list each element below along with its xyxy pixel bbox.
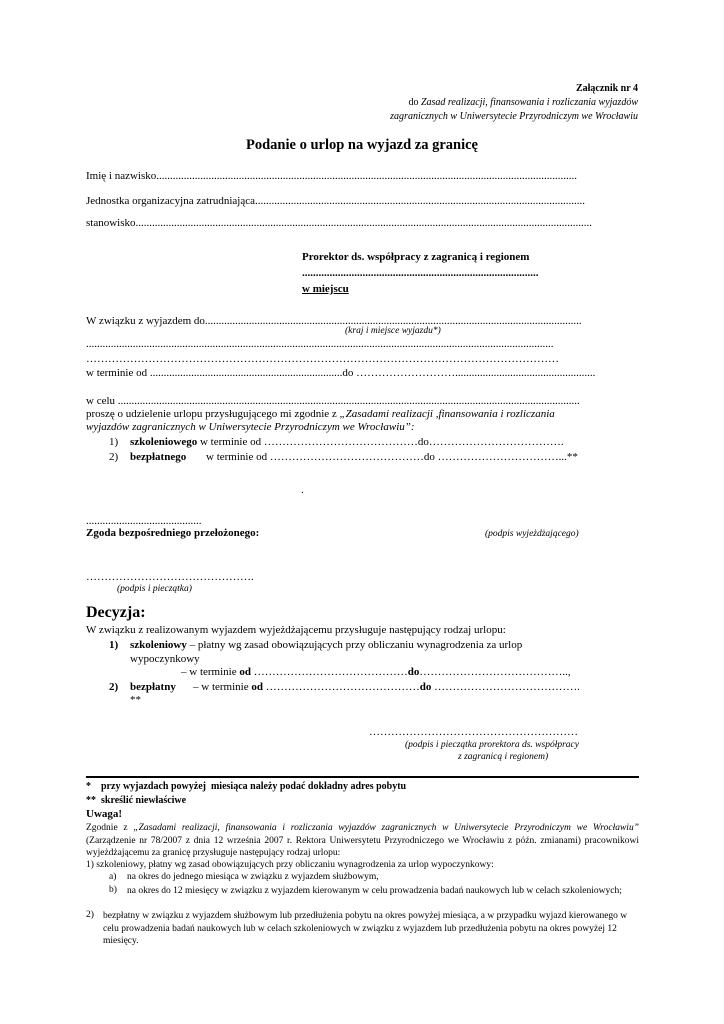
purpose-field[interactable]: w celu ........................................................................................................................................................................ [86, 395, 580, 407]
decision-item1-term[interactable] [181, 666, 571, 678]
decision-item2-do: do [419, 681, 432, 693]
decision-item1-do: do [407, 666, 420, 678]
destination-hint: (kraj i miejsce wyjazdu*) [345, 326, 441, 336]
note-item1b-label: b) [109, 885, 117, 895]
request-prefix: proszę o udzielenie urlopu przysługującego mi zgodnie z [86, 408, 340, 420]
request-line1 [86, 408, 555, 420]
applicant-signature-label: (podpis wyjeżdżającego) [485, 529, 579, 539]
position-field[interactable]: stanowisko...................................................................................................................................................................... [86, 217, 592, 229]
addressee-dots: ...................................................................................... [302, 267, 539, 279]
decision-item2-term[interactable] [193, 681, 580, 693]
supervisor-consent-label: Zgoda bezpośredniego przełożonego: [86, 527, 260, 539]
decision-heading: Decyzja: [86, 604, 146, 621]
attachment-reference-line1 [408, 97, 638, 108]
decision-item1-from-dots: …………………………………… [250, 666, 408, 678]
note-item2-label: 2) [86, 910, 94, 920]
prorector-signature-label1: (podpis i pieczątka prorektora ds. współpracy [405, 740, 579, 750]
footnote-2: ** skreślić niewłaściwe [86, 795, 187, 806]
trip-item1-number: 1) [109, 436, 119, 448]
prorector-signature-label2: z zagranicą i regionem) [458, 752, 549, 762]
note-rules-ref: „Zasadami realizacji, finansowania i rozliczania wyjazdów zagranicznych w Uniwersytecie Przyrodniczym we Wrocławiu” [133, 823, 639, 833]
decision-item1-od: od [239, 666, 251, 678]
note-paragraph-rest: (Zarządzenie nr 78/2007 z dnia 12 września 2007 r. Rektora Uniwersytetu Przyrodniczego we Wrocławiu z późn. zmianami) pracownikowi wyjeżdżającemu za granicę przysługuje następujący rodzaj urlopu: [86, 835, 639, 858]
name-field[interactable]: Imię i nazwisko......................................................................................................................................................... [86, 170, 578, 182]
decision-intro: W związku z realizowanym wyjazdem wyjeżdżającemu przysługuje następujący rodzaj urlopu: [86, 624, 506, 636]
unit-field[interactable]: Jednostka organizacyjna zatrudniająca........................................................................................................................ [86, 195, 585, 207]
decision-item2-stars: ** [130, 694, 141, 706]
decision-item1-cont: wypoczynkowy [130, 653, 200, 665]
addressee-location: w miejscu [302, 283, 349, 295]
decision-item2-od: od [251, 681, 263, 693]
destination-field[interactable]: W związku z wyjazdem do......................................................................................................................................... [86, 315, 582, 327]
note-item1a-label: a) [109, 872, 117, 882]
destination-dots-line1[interactable]: .......................................................................................................................................................................... [86, 338, 554, 350]
trip-item2-number: 2) [109, 451, 119, 463]
request-rules-ref: „Zasadami realizacji ,finansowania i rozliczania [339, 408, 555, 420]
decision-item1-number: 1) [109, 639, 119, 651]
attachment-prefix: do [408, 97, 421, 108]
page-title: Podanie o urlop na wyjazd za granicę [246, 137, 478, 153]
trip-item2-term[interactable]: w terminie od ……………………………………do ……………………………...** [206, 451, 578, 463]
supervisor-signature-line[interactable]: .......................................... [86, 515, 202, 527]
decision-item2-type[interactable]: bezpłatny [130, 681, 176, 693]
note-item1: 1) szkoleniowy, płatny wg zasad obowiązujących przy obliczaniu wynagrodzenia za urlop wypoczynkowy: [86, 860, 494, 870]
trip-item2-type[interactable]: bezpłatnego [130, 451, 187, 463]
attachment-reference-line2: zagranicznych w Uniwersytecie Przyrodniczym we Wrocławiu [390, 111, 638, 122]
trip-item1-term: w terminie od ……………………………………do………………………………. [197, 436, 564, 448]
decision-item2-term-prefix: – w terminie [193, 681, 252, 693]
note-paragraph [86, 822, 639, 860]
decision-item1-type: szkoleniowy [130, 639, 187, 651]
trip-item1[interactable] [130, 436, 564, 448]
decision-item1[interactable] [130, 639, 522, 651]
addressee-title: Prorektor ds. współpracy z zagranicą i regionem [302, 251, 530, 263]
supervisor-stamp-line[interactable]: ………………………………………. [86, 571, 254, 583]
decision-item1-term-prefix: – w terminie [181, 666, 240, 678]
footnote-divider [86, 776, 639, 778]
decision-item1-description: – płatny wg zasad obowiązujących przy obliczaniu wynagrodzenia za urlop [186, 639, 523, 651]
note-heading: Uwaga! [86, 808, 123, 820]
decision-item2-to-dots: …………………………………. [431, 681, 580, 693]
prorector-signature-line[interactable]: ………………………………………………… [369, 726, 578, 738]
note-item1b: na okres do 12 miesięcy w związku z wyjazdem kierowanym w celu prowadzenia badań naukowych lub w celach szkoleniowych; [127, 886, 622, 896]
term-field[interactable]: w terminie od ......................................................................do ………………………................................................... [86, 367, 596, 379]
decision-item1-to-dots: ………………………………….., [419, 666, 571, 678]
decision-item2-from-dots: …………………………………… [262, 681, 420, 693]
footnote-1: * przy wyjazdach powyżej miesiąca należy podać dokładny adres pobytu [86, 781, 407, 792]
attachment-number: Załącznik nr 4 [575, 83, 638, 94]
note-paragraph-prefix: Zgodnie z [86, 823, 134, 833]
trip-item1-type: szkoleniowego [130, 436, 198, 448]
destination-dots-line2[interactable]: ………………………………………………………………………………………………………………… [86, 353, 559, 365]
note-item2: bezpłatny w związku z wyjazdem służbowym lub przedłużenia pobytu na okres powyżej miesiąca, a w przypadku wyjazd kierowanego w celu prowadzenia badań naukowych lub w celach szkoleniowych w związku z wyjazdem lub przedłużenia pobytu na okres powyżej 12 miesięcy. [103, 911, 628, 946]
note-item1a: na okres do jednego miesiąca w związku z wyjazdem służbowym, [127, 872, 379, 882]
supervisor-stamp-label: (podpis i pieczątka) [117, 584, 192, 594]
decision-item2-number: 2) [109, 681, 119, 693]
attachment-rules-name: Zasad realizacji, finansowania i rozliczania wyjazdów [420, 97, 638, 108]
request-line2: wyjazdów zagranicznych w Uniwersytecie Przyrodniczym we Wrocławiu”: [86, 421, 415, 433]
stray-dot: . [301, 484, 304, 496]
